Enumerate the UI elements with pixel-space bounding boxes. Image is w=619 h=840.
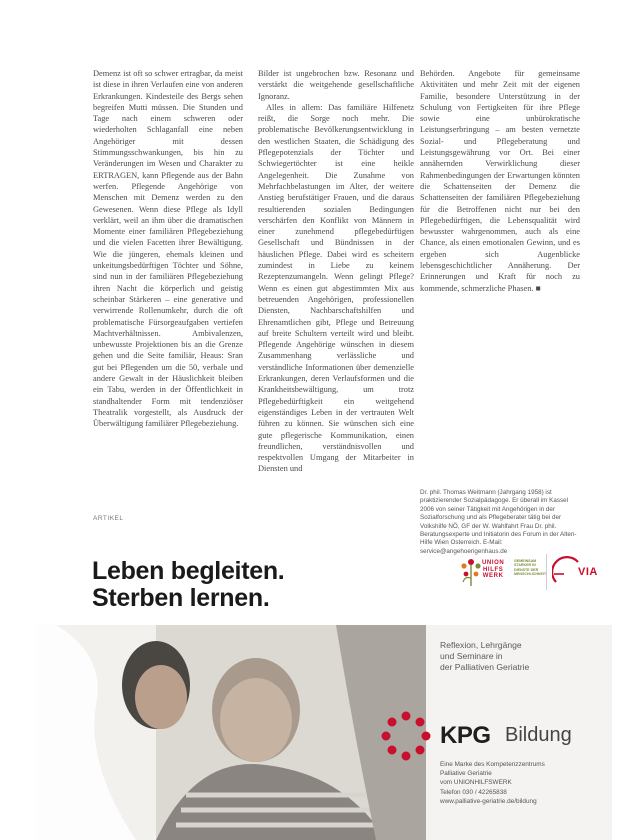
ad-photo bbox=[36, 625, 426, 840]
ad-headline-line-1: Leben begleiten. bbox=[92, 557, 285, 585]
article-paragraph: Bilder ist ungebrochen bzw. Resonanz und verstärkt die weitgehende gesellschaftliche Ignoranz. bbox=[258, 69, 414, 101]
ad-contact-line: vom UNIONHILFSWERK bbox=[440, 779, 512, 787]
uhw-line: UNION bbox=[482, 560, 505, 566]
kpg-bildung-label: Bildung bbox=[505, 724, 572, 746]
ad-contact-url[interactable]: www.palliative-geriatrie.de/bildung bbox=[440, 797, 537, 805]
author-bio: Dr. phil. Thomas Weitmann (Jahrgang 1958) ist praktizierender Sozialpädagoge. Er überall im Kassel 2006 von seiner Tätigkeit mit Angehörigen in der Sozialforschung und als Pflegeberater tätig bei der Volkshilfe NÖ, GF der W. Wahlfahrt Frau Dr. phil. Beratungsexperte und Initiatorin des Forum in der Alten-Hilfe Wien Osterreich. E-Mail: service@angehoerigenhaus.de bbox=[420, 489, 577, 555]
article-column-2 bbox=[258, 68, 414, 475]
ad-contact-phone: Telefon 030 / 42265838 bbox=[440, 788, 507, 796]
partner-logos bbox=[458, 548, 608, 598]
ad-tagline bbox=[440, 640, 605, 673]
uhw-line: WERK bbox=[482, 573, 504, 580]
ad-tagline-line: der Palliativen Geriatrie bbox=[440, 662, 530, 672]
article-paragraph: Alles in allem: Das familiäre Hilfenetz reißt, die Sorge noch mehr. Die problematische Bevölkerungsentwicklung in den westlichen Staaten, die Schädigung des Pflegepotenzials der Töchter und Schwiegertöchter ist eine heikle Angelegenheit. Die Zunahme von Mehrfachbelastungen im Alter, der weitere Anstieg berufstätiger Frauen, und die daraus resultierenden sozialen Bedingungen verschärfen den Konflikt von Männern in einer zunehmend pflegebedürftigen Gesellschaft und Bündnissen in der häuslichen Pflege. Dabei wird es scheitern zumindest in Liebe zu keinem Rezeptenzumangeln. Wenn gelingt Pflege? Wenn es einen gut abgestimmten Mix aus betreuenden Angehörigen, professionellen Diensten, Nachbarschaftshilfen und Ehrenamtlichen gibt, Pflege und Betreuung auf breite Schultern verteilt wird und bleibt. Pflegende Angehörige wünschen in diesem Zusammenhang verlässliche und verständliche Informationen über demenzielle Erkrankungen, deren Verlaufsformen und die Krankheitsbewältigung, um trotz Pflegebedürftigkeit ein weitgehend eigenständiges Leben in der vertrauten Welt führen zu können. Sie wünschen sich eine gute pflegerische Kommunikation, einen freundlichen, verständnisvollen und respektvollen Umgang der Mitarbeiter in Diensten und bbox=[258, 102, 414, 474]
uhw-line: HILFS bbox=[483, 566, 504, 573]
article-column-3 bbox=[420, 68, 580, 294]
ad-headline-line-2: Sterben lernen. bbox=[92, 584, 270, 612]
ad-tagline-line: und Seminare in bbox=[440, 651, 503, 661]
page-folio: ARTIKEL bbox=[93, 515, 124, 522]
kpg-wordmark: KPG bbox=[440, 722, 491, 749]
ad-contact-line: Palliative Geriatrie bbox=[440, 770, 492, 778]
via-wordmark: VIA bbox=[578, 566, 598, 578]
ad-contact-block bbox=[440, 760, 605, 806]
ad-photo-illustration bbox=[36, 625, 426, 840]
ad-headline bbox=[92, 558, 284, 612]
article-paragraph: Behörden. Angebote für gemeinsame Aktivitäten und mehr Zeit mit der eigenen Familie, besondere Unterstützung in der Schulung von Fertigkeiten für ihre Pflege sowie eine unbürokratische Leistungserbringung – am besten vernetzte Sozial- und Pflegeberatung und Leistungsgewährung vor Ort. Bei einer annähernden Verwirklichung dieser Rahmenbedingungen der Erwartungen könnten die Schattenseiten der Demenz die Schattenseiten der familiären Pflegebeziehung für die Betroffenen nicht nur bei den Pflegebedürftigen, die Lebensqualität wird bewusster wahrgenommen, auch als eine Chance, als einen emotionalen Gewinn, und es ergeben sich Augenblicke lebensgeschichtlicher Annäherung. Der Erinnerungen und Kraft für noch zu kommende, schmerzliche Phasen. ■ bbox=[420, 69, 580, 293]
ad-tagline-line: Reflexion, Lehrgänge bbox=[440, 640, 522, 650]
kpg-dot-ring-icon bbox=[378, 708, 434, 764]
ad-contact-line: Eine Marke des Kompetenzzentrums bbox=[440, 761, 545, 768]
unionhilfswerk-slogan: GEMEINSAM STARKER IN DIENSTE DER MENSCHLICHKEIT bbox=[514, 559, 547, 577]
unionhilfswerk-flower-icon bbox=[458, 554, 484, 588]
article-paragraph: Demenz ist oft so schwer ertragbar, da meist ist diese in ihren Verlaufen eine von anderen Erkrankungen. Kindesteile des Bergs sehen begreifen Mutti müssen. Die Stunden und Tage nach einem schweren oder wiederholten Schlaganfall eine neben Angehöriger mit dessen Stimmungsschwankungen, bis hin zu Veränderungen im Wesen und Charakter zu ERTRAGEN, kann Pflegende aus der Bahn werfen. Pflegende Angehörige von Menschen mit Demenz werden zu den Gewesenen. Wenn diese Pflege als Idyll verklärt, weil an ihm über die dramatischen Momente einer familiären Pflegebeziehung und die vielen Facetten ihrer Bewältigung. Wie die jüngeren, ehemals kleinen und unkeitungsbedürftigen Töchter und Söhne, sind nun in der familiären Pflegebeziehung ihren Nacht die körperlich und geistig scheinbar Stärkeren – eine generative und verwirrende Rollenumkehr, durch die oft problematische Fürsorgeaufgaben vertiefen Machtverhältnissen. Ambivalenzen, unbewusste Projektionen bis an die Grenze gehen und die Seite familiär, Heaus: Sran gut bei Pflegenden um die 50, verbale und andere Gewalt in der Häuslichkeit bleiben ein Tabu, werden in der Öffentlichkeit in standhaltender Form mit tendenziöser Theatralik vorgestellt, als Ausdruck der Überwältigung familiärer Pflegebeziehung. bbox=[93, 69, 243, 429]
unionhilfswerk-wordmark bbox=[482, 560, 504, 580]
article-column-1 bbox=[93, 68, 243, 430]
logo-divider bbox=[546, 554, 547, 590]
